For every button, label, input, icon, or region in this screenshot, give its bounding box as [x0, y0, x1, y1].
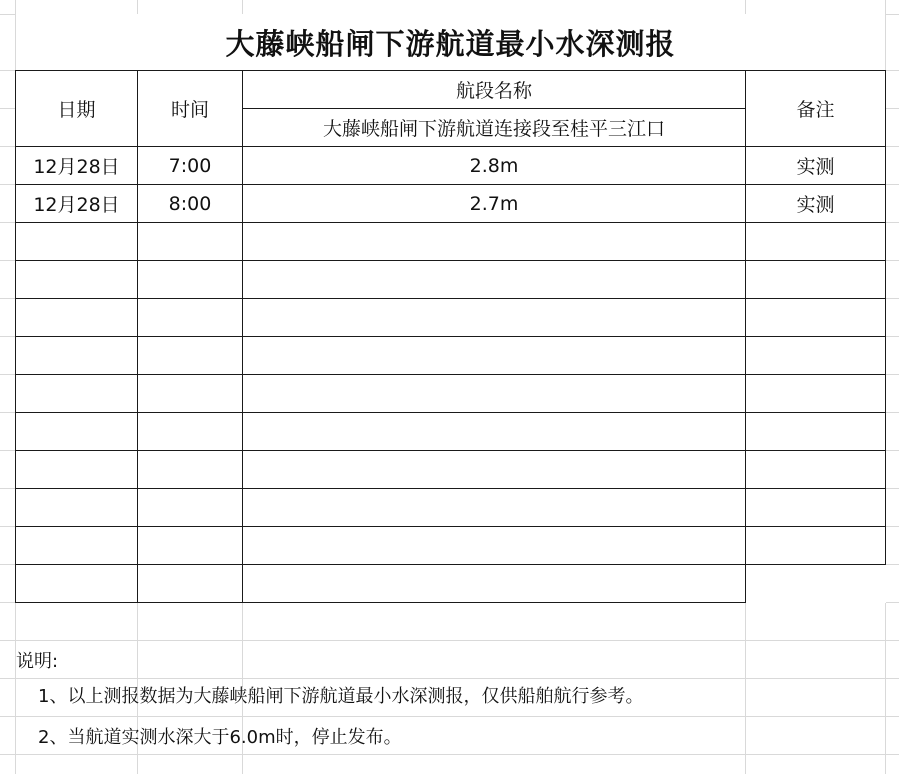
cell-time: 8:00: [138, 185, 243, 223]
empty-cell: [746, 299, 886, 337]
empty-cell: [243, 299, 746, 337]
empty-row: [16, 565, 886, 603]
empty-cell: [746, 375, 886, 413]
report-title: 大藤峡船闸下游航道最小水深测报: [16, 14, 885, 70]
empty-cell: [243, 261, 746, 299]
empty-cell: [16, 337, 138, 375]
note-item-2: 2、当航道实测水深大于6.0m时，停止发布。: [38, 727, 402, 748]
empty-cell: [16, 451, 138, 489]
empty-cell: [746, 451, 886, 489]
empty-cell: [746, 261, 886, 299]
empty-cell: [243, 489, 746, 527]
cell-remark: 实测: [746, 185, 886, 223]
empty-cell: [138, 337, 243, 375]
header-section-name: 大藤峡船闸下游航道连接段至桂平三江口: [243, 109, 746, 147]
empty-cell: [243, 565, 746, 603]
cell-date: 12月28日: [16, 185, 138, 223]
note-item-1: 1、以上测报数据为大藤峡船闸下游航道最小水深测报，仅供船舶航行参考。: [38, 686, 644, 707]
empty-cell: [746, 223, 886, 261]
cell-time: 7:00: [138, 147, 243, 185]
empty-cell: [746, 565, 886, 603]
empty-cell: [16, 565, 138, 603]
empty-cell: [138, 223, 243, 261]
empty-cell: [16, 299, 138, 337]
header-date: 日期: [16, 71, 138, 147]
empty-cell: [138, 261, 243, 299]
empty-cell: [16, 527, 138, 565]
empty-cell: [16, 261, 138, 299]
empty-cell: [746, 413, 886, 451]
empty-cell: [138, 413, 243, 451]
empty-row: [16, 451, 886, 489]
empty-cell: [138, 375, 243, 413]
empty-cell: [746, 527, 886, 565]
empty-cell: [138, 299, 243, 337]
table-row: [16, 147, 886, 185]
empty-cell: [243, 451, 746, 489]
empty-row: [16, 299, 886, 337]
empty-row: [16, 375, 886, 413]
empty-cell: [16, 375, 138, 413]
empty-cell: [16, 413, 138, 451]
empty-cell: [243, 413, 746, 451]
empty-cell: [16, 489, 138, 527]
notes-label: 说明:: [16, 651, 59, 672]
empty-cell: [138, 489, 243, 527]
empty-row: [16, 261, 886, 299]
empty-row: [16, 413, 886, 451]
empty-cell: [138, 527, 243, 565]
header-section-group: 航段名称: [243, 71, 746, 109]
empty-cell: [746, 489, 886, 527]
empty-row: [16, 223, 886, 261]
empty-cell: [243, 527, 746, 565]
empty-cell: [138, 451, 243, 489]
cell-depth: 2.7m: [243, 185, 746, 223]
cell-depth: 2.8m: [243, 147, 746, 185]
empty-cell: [243, 375, 746, 413]
empty-cell: [746, 337, 886, 375]
empty-row: [16, 337, 886, 375]
empty-row: [16, 489, 886, 527]
empty-cell: [243, 223, 746, 261]
cell-date: 12月28日: [16, 147, 138, 185]
cell-remark: 实测: [746, 147, 886, 185]
empty-cell: [138, 565, 243, 603]
depth-report-table: [15, 70, 886, 603]
empty-cell: [243, 337, 746, 375]
header-remark: 备注: [746, 71, 886, 147]
empty-cell: [16, 223, 138, 261]
header-time: 时间: [138, 71, 243, 147]
table-row: [16, 185, 886, 223]
empty-row: [16, 527, 886, 565]
